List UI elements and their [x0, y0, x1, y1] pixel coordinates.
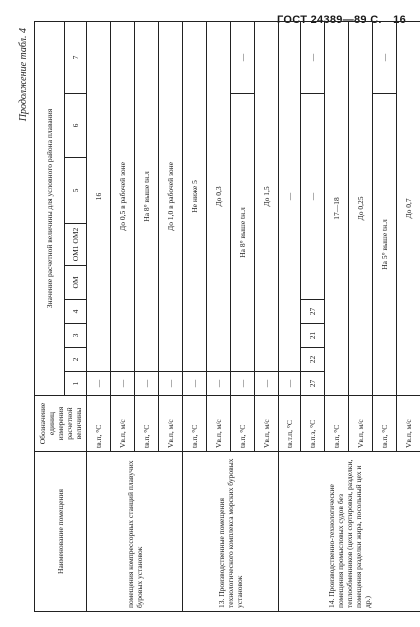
table-row	[87, 21, 111, 611]
cell-value: —	[279, 21, 301, 371]
row-unit: Vв.п, м/с	[397, 396, 420, 452]
page-number: 16	[393, 14, 406, 26]
row-name: 13. Производственные помещения технологического комплекса морских буровых установок	[183, 452, 279, 612]
region-5: 5	[65, 158, 87, 224]
cell-value: —	[231, 372, 255, 396]
region-2: 2	[65, 348, 87, 372]
rotated-table-block	[18, 22, 413, 612]
col-header-group: Значение расчетной величины для условного района плавания	[35, 21, 65, 395]
row-unit: tв.п, °С	[87, 396, 111, 452]
cell-value: На 8° выше tн.л	[231, 94, 255, 372]
region-om1-om2: ОМ1 ОМ2	[65, 224, 87, 266]
cell-value: —	[255, 372, 279, 396]
row-unit: Vв.п, м/с	[207, 396, 231, 452]
row-name: помещения компрессорных станций плавучих буровых установок	[87, 452, 183, 612]
cell-value: —	[159, 372, 183, 396]
cell-value: До 0,3	[207, 21, 231, 371]
cell-value: —	[373, 21, 397, 93]
cell-value: До 0,5 в рабочей зоне	[111, 21, 135, 371]
cell-value: 21	[301, 324, 325, 348]
region-om: ОМ	[65, 266, 87, 300]
data-table	[34, 21, 420, 612]
row-unit: tв.п, °С	[183, 396, 207, 452]
region-1: 1	[65, 372, 87, 396]
cell-value: До 0,7	[397, 21, 420, 395]
cell-value: На 5° выше tн.л	[373, 94, 397, 396]
col-header-name: Наименование помещения	[35, 452, 87, 612]
continuation-label: Продолжение табл. 4	[18, 28, 29, 122]
cell-value: До 0,25	[349, 21, 373, 395]
cell-value: 16	[87, 21, 111, 371]
col-header-designation: Обозначение единиц измерения расчетной величины	[35, 396, 87, 452]
cell-value: До 1,0 в рабочей зоне	[159, 21, 183, 371]
cell-value: —	[183, 372, 207, 396]
cell-value: 22	[301, 348, 325, 372]
region-6: 6	[65, 94, 87, 158]
cell-value: На 8° выше tн.л	[135, 21, 159, 371]
cell-value: —	[87, 372, 111, 396]
row-unit: Vв.п, м/с	[255, 396, 279, 452]
cell-value: —	[279, 372, 301, 396]
cell-value: 27	[301, 372, 325, 396]
row-unit: tв.п, °С	[231, 396, 255, 452]
table-row	[183, 21, 207, 611]
cell-value: —	[231, 21, 255, 93]
cell-value: —	[135, 372, 159, 396]
cell-value: 17—18	[325, 21, 349, 395]
row-unit: tв.т.п, °С	[279, 396, 301, 452]
cell-value: —	[301, 94, 325, 300]
cell-value: 27	[301, 300, 325, 324]
row-unit: tв.п, °С	[325, 396, 349, 452]
cell-value: До 1,5	[255, 21, 279, 371]
row-unit: Vв.п, м/с	[349, 396, 373, 452]
row-unit: tв.п, °С	[135, 396, 159, 452]
region-7: 7	[65, 21, 87, 93]
region-4: 4	[65, 300, 87, 324]
row-name: 14. Производственно-технологические помещения промысловых судов без теплообменников (цехи сортировки, разделки, помещения разделки жира, посольный цех и др.)	[279, 452, 420, 612]
table-row	[279, 21, 301, 611]
row-unit: Vв.п, м/с	[159, 396, 183, 452]
cell-value: —	[207, 372, 231, 396]
row-unit: Vв.п, м/с	[111, 396, 135, 452]
cell-value: —	[111, 372, 135, 396]
row-unit: tв.п.з, °С	[301, 396, 325, 452]
row-unit: tв.п, °С	[373, 396, 397, 452]
standard-number: ГОСТ 24389—89 С.	[277, 14, 382, 26]
region-3: 3	[65, 324, 87, 348]
cell-value: —	[301, 21, 325, 93]
cell-value: Не ниже 5	[183, 21, 207, 371]
